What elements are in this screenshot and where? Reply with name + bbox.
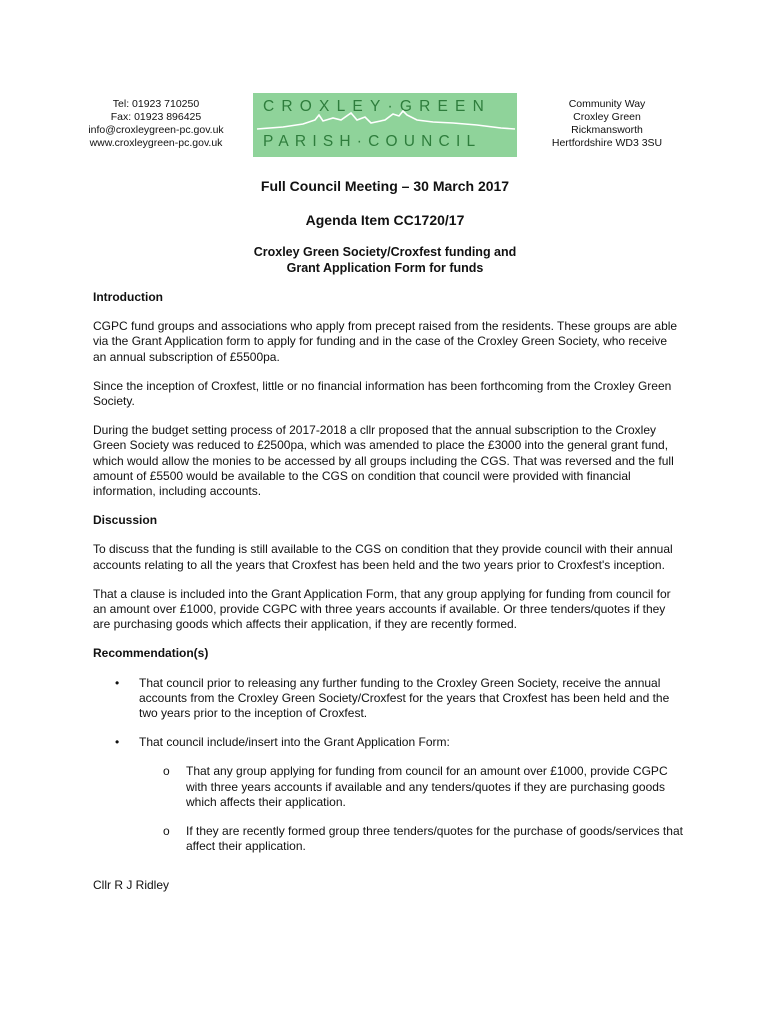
postal-address xyxy=(532,98,682,150)
sub-recommendation-text: If they are recently formed group three tenders/quotes for the purchase of goods/services that affect their application. xyxy=(186,824,683,854)
introduction-heading: Introduction xyxy=(93,290,163,304)
recommendation-list xyxy=(93,676,683,855)
bullet-icon: • xyxy=(115,735,120,750)
address-line: Rickmansworth xyxy=(571,124,643,136)
circle-bullet-icon: o xyxy=(163,764,170,779)
list-item xyxy=(93,735,683,750)
document-body xyxy=(93,290,683,894)
paragraph: CGPC fund groups and associations who apply from precept raised from the residents. These groups are able via the Grant Application form to apply for funding and in the case of the Croxley Green Society, who receive an annual subscription of £5500pa. xyxy=(93,319,678,364)
circle-bullet-icon: o xyxy=(163,824,170,839)
website: www.croxleygreen-pc.gov.uk xyxy=(89,137,223,149)
logo-top-text: CROXLEY·GREEN xyxy=(263,98,491,115)
subject-heading xyxy=(180,244,590,276)
recommendation-text: That council prior to releasing any further funding to the Croxley Green Society, receive the annual accounts from the Croxley Green Society/Croxfest for the years that Croxfest has been held and the two years prior to the inception of Croxfest. xyxy=(139,675,670,721)
email: info@croxleygreen-pc.gov.uk xyxy=(88,124,224,136)
sub-list-item xyxy=(93,764,683,810)
recommendations-heading: Recommendation(s) xyxy=(93,646,209,661)
bullet-icon: • xyxy=(115,675,120,690)
fax: Fax: 01923 896425 xyxy=(110,111,202,123)
agenda-item: Agenda Item CC1720/17 xyxy=(305,212,465,228)
paragraph: During the budget setting process of 2017-2018 a cllr proposed that the annual subscription to the Croxley Green Society was reduced to £2500pa, which was amended to place the £3000 into the general grant fund, which would allow the monies to be accessed by all groups including the CGS. That was reversed and the full amount of £5500 would be available to the CGS on condition that council were provided with financial information, including accounts. xyxy=(93,423,674,499)
signoff: Cllr R J Ridley xyxy=(93,878,170,893)
logo-bottom-text: PARISH·COUNCIL xyxy=(263,133,482,150)
sub-list-item xyxy=(93,824,683,854)
address-line: Community Way xyxy=(568,98,646,110)
recommendation-text: That council include/insert into the Grant Application Form: xyxy=(139,735,450,750)
paragraph: To discuss that the funding is still available to the CGS on condition that they provide council with their annual accounts relating to all the years that Croxfest has been held and the two years prior to Croxfest's inception. xyxy=(93,542,673,572)
meeting-title: Full Council Meeting – 30 March 2017 xyxy=(260,178,510,194)
subject-line: Croxley Green Society/Croxfest funding and xyxy=(253,245,517,259)
discussion-heading: Discussion xyxy=(93,513,158,528)
paragraph: Since the inception of Croxfest, little or no financial information has been forthcoming from the Croxley Green Society. xyxy=(93,378,672,409)
paragraph: That a clause is included into the Grant Application Form, that any group applying for funding from council for an amount over £1000, provide CGPC with three years accounts if available. Or three tenders/quotes if they are purchasing goods which affects their application, if they are recently formed. xyxy=(93,586,671,632)
phone: Tel: 01923 710250 xyxy=(112,98,200,110)
council-logo xyxy=(253,93,517,157)
sub-recommendation-text: That any group applying for funding from council for an amount over £1000, provide CGPC with three years accounts if available and any tenders/quotes if they are purchasing goods which affects their application. xyxy=(186,764,668,809)
address-line: Hertfordshire WD3 3SU xyxy=(551,137,663,149)
subject-line: Grant Application Form for funds xyxy=(286,261,484,275)
list-item xyxy=(93,676,683,722)
contact-details xyxy=(70,98,242,150)
address-line: Croxley Green xyxy=(573,111,641,123)
